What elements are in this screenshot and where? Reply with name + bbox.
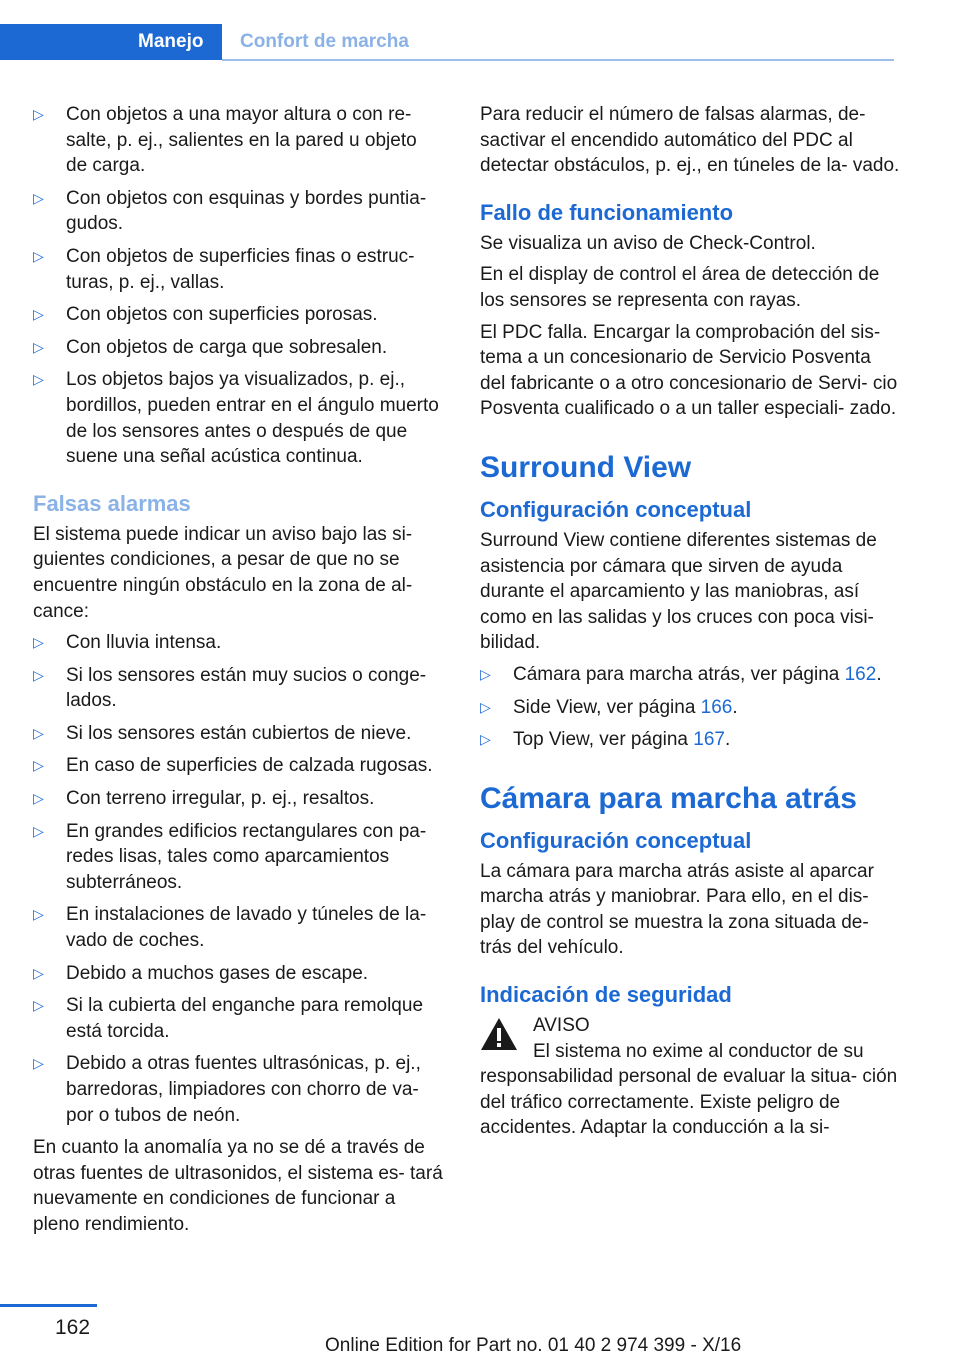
camera-reference-list bbox=[480, 662, 900, 753]
triangle-bullet-icon: ▷ bbox=[33, 822, 44, 839]
obstacle-list bbox=[33, 102, 443, 470]
list-item: ▷ Si la cubierta del enganche para remolque está torcida. bbox=[33, 995, 424, 1042]
list-item: ▷ Debido a otras fuentes ultrasónicas, p. ej., barredoras, limpiadores con chorro de va‐ por o tubos de neón. bbox=[33, 1053, 421, 1126]
list-item: ▷ Side View, ver página 166. bbox=[480, 695, 900, 721]
triangle-bullet-icon: ▷ bbox=[33, 371, 44, 388]
triangle-bullet-icon: ▷ bbox=[33, 997, 44, 1014]
triangle-bullet-icon: ▷ bbox=[33, 906, 44, 923]
chapter-title: Manejo bbox=[138, 31, 204, 52]
list-item: ▷ Con objetos con superficies porosas. bbox=[33, 302, 443, 328]
triangle-bullet-icon: ▷ bbox=[480, 698, 491, 715]
footer-rule bbox=[0, 1304, 97, 1307]
surround-paragraph: Surround View contiene diferentes sistemas de asistencia por cámara que sirven de ayuda durante el aparcamiento y las maniobras, así como en las salidas y los cruces con poca visi‐ bilidad. bbox=[480, 529, 877, 654]
aviso-label: AVISO bbox=[533, 1015, 590, 1037]
camara-paragraph: La cámara para marcha atrás asiste al aparcar marcha atrás y maniobrar. Para ello, en el dis‐ play de control se muestra la zona situada de‐ trás del vehículo. bbox=[480, 860, 874, 959]
list-item: ▷ Top View, ver página 167. bbox=[480, 727, 900, 753]
list-item: ▷ Con objetos de carga que sobresalen. bbox=[33, 335, 443, 361]
falsas-alarmas-intro: El sistema puede indicar un aviso bajo las si‐ guientes condiciones, a pesar de que no se encuentre ningún obstáculo en la zona de al‐ cance: bbox=[33, 523, 413, 622]
fallo-paragraph-3: El PDC falla. Encargar la comprobación del sis‐ tema a un concesionario de Servicio Posventa del fabricante o a otro concesionario de Servi‐ cio Posventa cualificado o a un taller especiali‐ zado. bbox=[480, 321, 898, 420]
section-title: Confort de marcha bbox=[240, 31, 409, 52]
list-item: ▷ Con terreno irregular, p. ej., resaltos. bbox=[33, 786, 443, 812]
list-item: ▷ Con objetos con esquinas y bordes puntia‐ gudos. bbox=[33, 187, 427, 235]
page-link-162[interactable]: 162 bbox=[844, 663, 877, 685]
list-item: ▷ Si los sensores están muy sucios o conge‐ lados. bbox=[33, 664, 427, 712]
triangle-bullet-icon: ▷ bbox=[33, 724, 44, 741]
surround-concept-heading: Configuración conceptual bbox=[480, 496, 752, 522]
triangle-bullet-icon: ▷ bbox=[33, 1055, 44, 1072]
list-item: ▷ Si los sensores están cubiertos de nieve. bbox=[33, 721, 443, 747]
warning-triangle-icon bbox=[480, 1017, 518, 1051]
list-item: ▷ Cámara para marcha atrás, ver página 162. bbox=[480, 662, 900, 688]
page-link-166[interactable]: 166 bbox=[700, 696, 733, 718]
edition-note: Online Edition for Part no. 01 40 2 974 399 - X/16 bbox=[325, 1335, 742, 1356]
false-alarm-list bbox=[33, 630, 443, 1128]
aviso-text-rest: responsabilidad personal de evaluar la situa‐ ción del tráfico correctamente. Existe peligro de accidentes. Adaptar la conducción a la si‐ bbox=[480, 1066, 898, 1139]
fallo-paragraph-1: Se visualiza un aviso de Check-Control. bbox=[480, 232, 816, 254]
triangle-bullet-icon: ▷ bbox=[33, 306, 44, 323]
header-rule bbox=[222, 59, 894, 61]
triangle-bullet-icon: ▷ bbox=[33, 964, 44, 981]
triangle-bullet-icon: ▷ bbox=[33, 666, 44, 683]
list-item: ▷ Debido a muchos gases de escape. bbox=[33, 961, 443, 987]
triangle-bullet-icon: ▷ bbox=[33, 247, 44, 264]
surround-view-heading: Surround View bbox=[480, 450, 692, 484]
right-column bbox=[480, 102, 900, 1141]
triangle-bullet-icon: ▷ bbox=[33, 338, 44, 355]
list-item: ▷ En caso de superficies de calzada rugosas. bbox=[33, 753, 443, 779]
falsas-alarmas-heading: Falsas alarmas bbox=[33, 490, 191, 516]
left-column bbox=[33, 102, 443, 1244]
triangle-bullet-icon: ▷ bbox=[33, 106, 44, 122]
seguridad-heading: Indicación de seguridad bbox=[480, 982, 732, 1008]
list-item: ▷ En instalaciones de lavado y túneles de la‐ vado de coches. bbox=[33, 904, 427, 952]
camara-concept-heading: Configuración conceptual bbox=[480, 827, 752, 853]
triangle-bullet-icon: ▷ bbox=[33, 757, 44, 774]
closing-paragraph: En cuanto la anomalía ya no se dé a través de otras fuentes de ultrasonidos, el sistema es‐ tará nuevamente en condiciones de funcionar a pleno rendimiento. bbox=[33, 1137, 443, 1235]
warning-notice bbox=[480, 1013, 900, 1141]
intro-paragraph: Para reducir el número de falsas alarmas, de‐ sactivar el encendido automático del PDC al detectar obstáculos, p. ej., en túneles de la‐ vado. bbox=[480, 104, 900, 177]
list-item: ▷ Con objetos de superficies finas o estruc‐ turas, p. ej., vallas. bbox=[33, 245, 415, 293]
page-link-167[interactable]: 167 bbox=[693, 729, 725, 751]
triangle-bullet-icon: ▷ bbox=[480, 665, 491, 682]
triangle-bullet-icon: ▷ bbox=[33, 790, 44, 807]
fallo-heading: Fallo de funcionamiento bbox=[480, 199, 734, 225]
triangle-bullet-icon: ▷ bbox=[480, 731, 491, 748]
triangle-bullet-icon: ▷ bbox=[33, 189, 44, 206]
page-header bbox=[0, 24, 896, 60]
list-item: ▷ Los objetos bajos ya visualizados, p. ej., bordillos, pueden entrar en el ángulo muerto de los sensores antes o después de que suene una señal acústica continua. bbox=[33, 369, 439, 468]
list-item: ▷ Con lluvia intensa. bbox=[33, 630, 443, 656]
aviso-text-first: El sistema no exime al conductor de su bbox=[533, 1040, 864, 1062]
camara-heading: Cámara para marcha atrás bbox=[480, 781, 857, 815]
page-number: 162 bbox=[55, 1316, 91, 1339]
triangle-bullet-icon: ▷ bbox=[33, 634, 44, 651]
list-item: ▷ En grandes edificios rectangulares con pa‐ redes lisas, tales como aparcamientos subterráneos. bbox=[33, 820, 427, 893]
list-item: ▷ Con objetos a una mayor altura o con re‐ salte, p. ej., salientes en la pared u objeto de carga. bbox=[33, 104, 417, 177]
fallo-paragraph-2: En el display de control el área de detección de los sensores se representa con rayas. bbox=[480, 264, 880, 311]
